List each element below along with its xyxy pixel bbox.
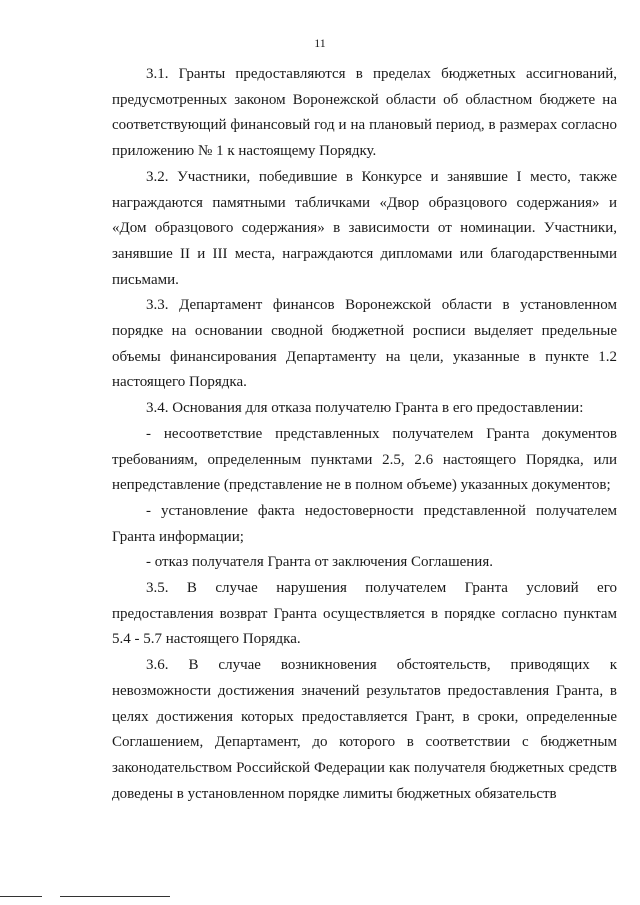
page-number: 11 xyxy=(314,36,326,50)
footer-divider xyxy=(0,896,42,897)
paragraph-3-2: 3.2. Участники, победившие в Конкурсе и занявшие I место, также награждаются памятными табличками «Двор образцового содержания» и «Дом образцового содержания» в зависимости от номинации. Участники, занявшие II и III места, награждаются дипломами или благодарственными письмами. xyxy=(112,168,617,288)
document-body xyxy=(112,62,617,807)
paragraph-3-1: 3.1. Гранты предоставляются в пределах бюджетных ассигнований, предусмотренных законом Воронежской области об областном бюджете на соответствующий финансовый год и на плановый период, в размерах согласно приложению № 1 к настоящему Порядку. xyxy=(112,66,617,160)
paragraph-3-3: 3.3. Департамент финансов Воронежской области в установленном порядке на основании сводной бюджетной росписи выделяет предельные объемы финансирования Департаменту на цели, указанные в пункте 1.2 настоящего Порядка. xyxy=(112,297,617,391)
list-item-refusal-3: - отказ получателя Гранта от заключения Соглашения. xyxy=(146,554,493,571)
paragraph-3-4: 3.4. Основания для отказа получателю Гранта в его предоставлении: xyxy=(146,400,584,417)
paragraph-3-6: 3.6. В случае возникновения обстоятельств, приводящих к невозможности достижения значений результатов предоставления Гранта, в целях достижения которых предоставляется Грант, в сроки, определенные Соглашением, Департамент, до которого в соответствии с бюджетным законодательством Российской Федерации как получателя бюджетных средств доведены в установленном порядке лимиты бюджетных обязательств xyxy=(112,657,617,802)
list-item-refusal-2: - установление факта недостоверности представленной получателем Гранта информации; xyxy=(112,502,617,545)
list-item-refusal-1: - несоответствие представленных получателем Гранта документов требованиям, определенным пунктами 2.5, 2.6 настоящего Порядка, или непредставление (представление не в полном объеме) указанных документов; xyxy=(112,425,617,494)
paragraph-3-5: 3.5. В случае нарушения получателем Гранта условий его предоставления возврат Гранта осуществляется в порядке согласно пунктам 5.4 - 5.7 настоящего Порядка. xyxy=(112,580,617,648)
footer-divider xyxy=(60,896,170,897)
